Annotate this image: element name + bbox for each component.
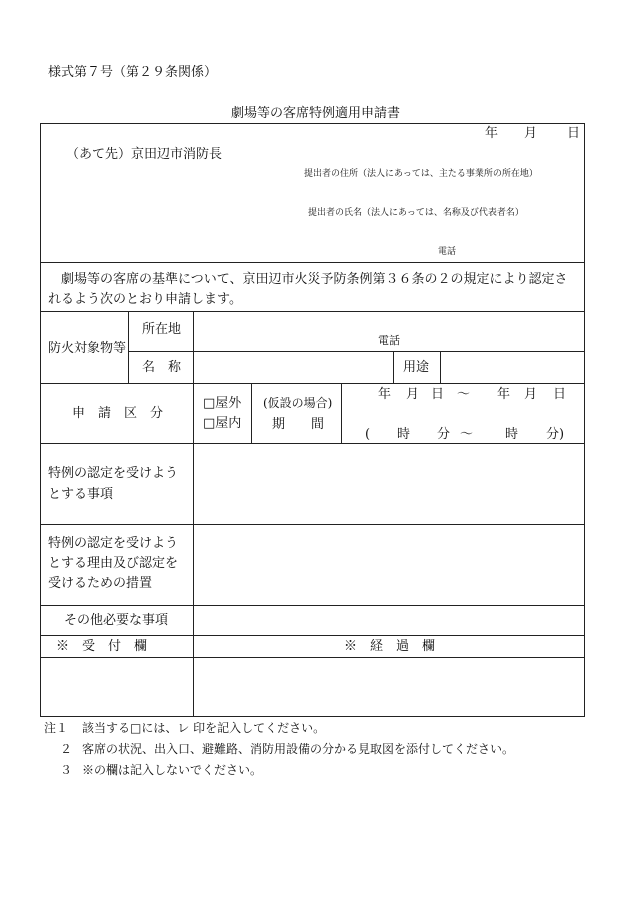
special-reason-line3: 受けるための措置 (48, 576, 153, 591)
divider (440, 351, 441, 383)
divider (40, 605, 585, 606)
divider (251, 383, 252, 443)
period-label: 期 間 (272, 417, 325, 432)
temporary-label: (仮設の場合) (263, 396, 333, 410)
note1-text: 該当する□には、レ 印を記入してください。 (82, 721, 326, 735)
target-label: 防火対象物等 (48, 341, 127, 356)
special-reason-line1: 特例の認定を受けよう (48, 536, 179, 551)
note2-number: ２ (60, 742, 73, 756)
divider (393, 351, 394, 383)
divider (193, 311, 194, 717)
date-month: 月 (524, 126, 538, 141)
to-hour: 時 (505, 427, 519, 442)
location-phone-label: 電話 (378, 334, 400, 347)
divider (40, 383, 585, 384)
form-title: 劇場等の客席特例適用申請書 (231, 106, 401, 121)
name-label: 名 称 (142, 360, 182, 375)
applicant-phone-label: 電話 (438, 247, 457, 257)
note2-text: 客席の状況、出入口、避難路、消防用設備の分かる見取図を添付してください。 (82, 742, 515, 756)
note1-number: 注１ (44, 721, 69, 735)
special-reason-line2: とする理由及び認定を (48, 556, 179, 571)
divider (40, 443, 585, 444)
from-year: 年 (378, 387, 392, 402)
date-day: 日 (567, 126, 581, 141)
divider (40, 311, 585, 312)
from-minute: 分 (437, 427, 451, 442)
date-year: 年 (485, 126, 499, 141)
addressee: （あて先）京田辺市消防長 (66, 147, 223, 162)
divider (128, 351, 585, 352)
divider (40, 524, 585, 525)
time-tilde: ～ (460, 427, 474, 442)
reception-label: ※ 受 付 欄 (56, 639, 148, 654)
divider (341, 383, 342, 443)
special-matter-line2: とする事項 (48, 487, 114, 502)
divider (40, 262, 585, 263)
to-year: 年 (497, 387, 511, 402)
to-day: 日 (553, 387, 567, 402)
applicant-name-label: 提出者の氏名（法人にあっては、名称及び代表者名） (308, 208, 524, 218)
from-month: 月 (406, 387, 420, 402)
to-minute: 分) (546, 427, 565, 442)
from-hour: 時 (397, 427, 411, 442)
divider (40, 635, 585, 636)
from-day: 日 (431, 387, 445, 402)
statement-line1: 劇場等の客席の基準について、京田辺市火災予防条例第３６条の２の規定により認定さ (61, 272, 568, 287)
other-label: その他必要な事項 (64, 613, 169, 628)
special-matter-line1: 特例の認定を受けよう (48, 466, 179, 481)
applicant-address-label: 提出者の住所（法人にあっては、主たる事業所の所在地） (304, 169, 538, 179)
divider (40, 657, 585, 658)
category-label: 申 請 区 分 (72, 406, 164, 421)
time-open-paren: ( (365, 427, 371, 442)
date-tilde: ～ (457, 387, 471, 402)
form-number: 様式第７号（第２９条関係） (48, 65, 218, 80)
statement-line2: れるよう次のとおり申請します。 (48, 292, 242, 307)
use-label: 用途 (403, 360, 430, 375)
note3-number: ３ (60, 763, 73, 777)
indoor-checkbox[interactable]: □屋内 (203, 416, 242, 431)
divider (128, 311, 129, 383)
outdoor-checkbox[interactable]: □屋外 (203, 396, 242, 411)
progress-label: ※ 経 過 欄 (344, 639, 436, 654)
note3-text: ※の欄は記入しないでください。 (82, 763, 263, 777)
location-label: 所在地 (142, 322, 182, 337)
to-month: 月 (524, 387, 538, 402)
